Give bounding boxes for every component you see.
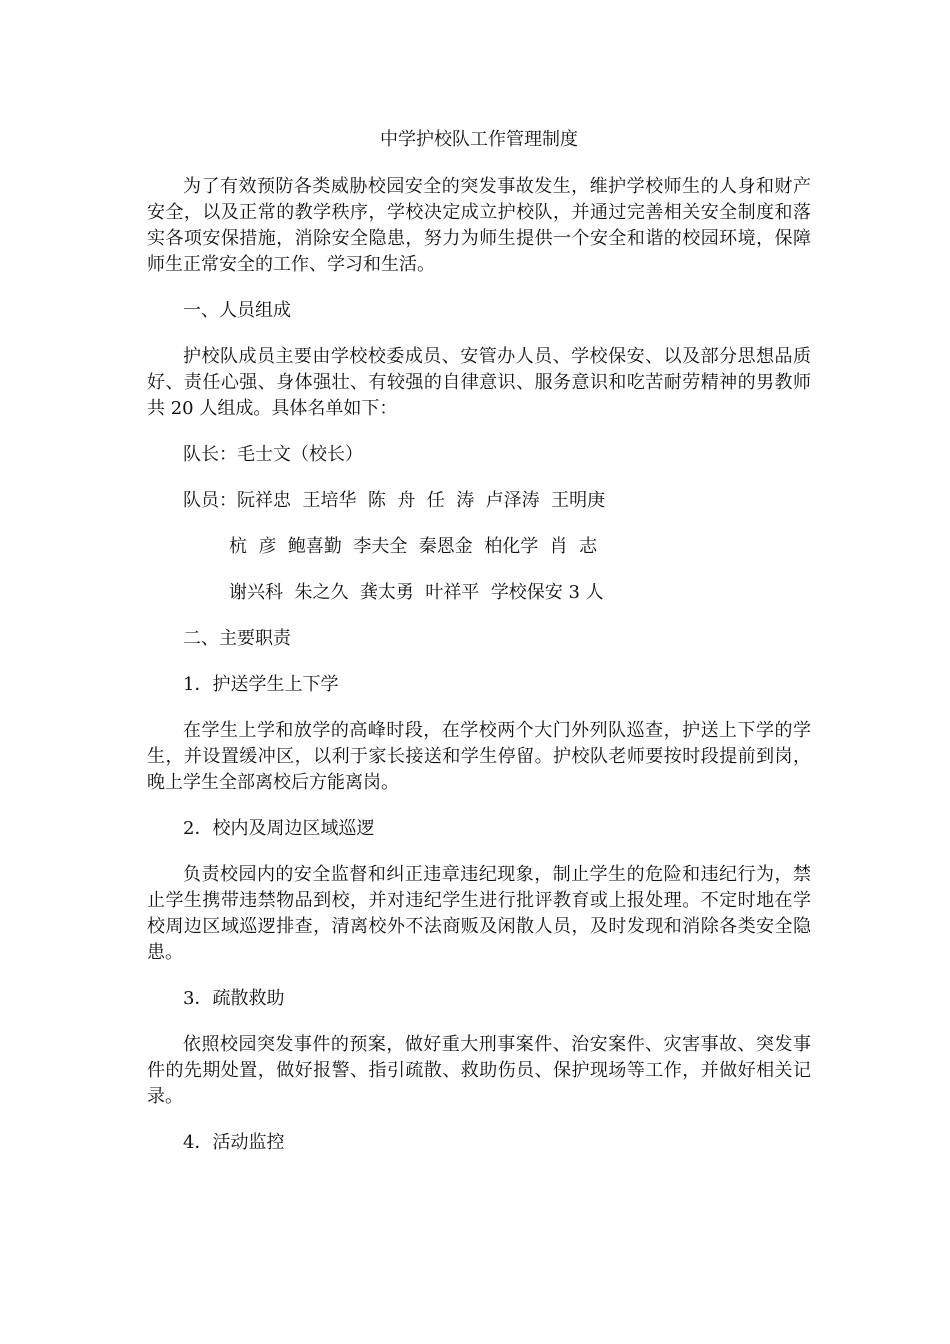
duty-2-heading: 2．校内及周边区域巡逻 xyxy=(183,818,375,839)
section1-heading: 一、人员组成 xyxy=(183,300,291,321)
section2-heading: 二、主要职责 xyxy=(183,628,291,649)
team-leader: 队长：毛士文（校长） xyxy=(183,444,363,465)
section1-body: 护校队成员主要由学校校委成员、安管办人员、学校保安、以及部分思想品质好、责任心强、身体强壮、有较强的自律意识、服务意识和吃苦耐劳精神的男教师共 20 人组成。具体名单如下： xyxy=(147,346,811,419)
duty-3-body: 依照校园突发事件的预案，做好重大刑事案件、治安案件、灾害事故、突发事件的先期处置，做好报警、指引疏散、救助伤员、保护现场等工作，并做好相关记录。 xyxy=(147,1034,811,1107)
team-members-line-2: 杭 彦 鲍喜勤 李夫全 秦恩金 柏化学 肖 志 xyxy=(229,536,598,557)
duty-1-body: 在学生上学和放学的高峰时段，在学校两个大门外列队巡查，护送上下学的学生，并设置缓冲区，以利于家长接送和学生停留。护校队老师要按时段提前到岗，晚上学生全部离校后方能离岗。 xyxy=(147,720,811,793)
team-members-line-3: 谢兴科 朱之久 龚太勇 叶祥平 学校保安 3 人 xyxy=(229,582,604,603)
duty-2-body: 负责校园内的安全监督和纠正违章违纪现象，制止学生的危险和违纪行为，禁止学生携带违禁物品到校，并对违纪学生进行批评教育或上报处理。不定时地在学校周边区域巡逻排查，清离校外不法商贩及闲散人员，及时发现和消除各类安全隐患。 xyxy=(147,864,811,963)
duty-4-heading: 4．活动监控 xyxy=(183,1132,285,1153)
document-content xyxy=(147,128,811,1176)
document-title: 中学护校队工作管理制度 xyxy=(380,129,578,150)
intro-paragraph: 为了有效预防各类威胁校园安全的突发事故发生，维护学校师生的人身和财产安全，以及正常的教学秩序，学校决定成立护校队，并通过完善相关安全制度和落实各项安保措施，消除安全隐患，努力为师生提供一个安全和谐的校园环境，保障师生正常安全的工作、学习和生活。 xyxy=(147,176,811,275)
duty-3-heading: 3．疏散救助 xyxy=(183,988,285,1009)
team-members-line-1: 队员：阮祥忠 王培华 陈 舟 任 涛 卢泽涛 王明庚 xyxy=(183,490,606,511)
duty-1-heading: 1．护送学生上下学 xyxy=(183,674,339,695)
